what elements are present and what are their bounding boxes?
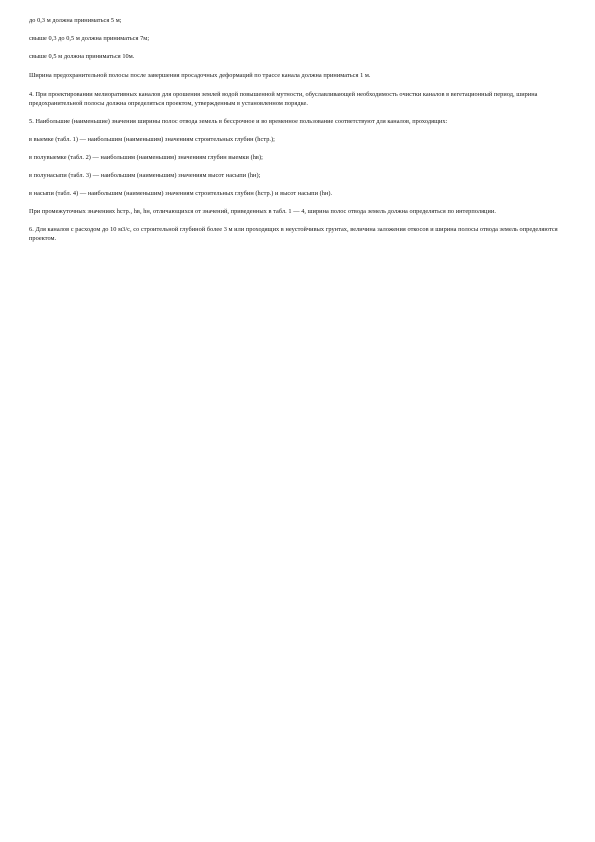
paragraph-item-4: 4. При проектировании мелиоративных каналов для орошения землей водой повышенной мутности, обуславливающей необходимость очистки каналов в вегетационный период, ширина предохранительной полосы должна определяться проектом, утвержденным в установленном порядке. [29,91,538,107]
paragraph-width-up-to-0-3: до 0,3 м должна приниматься 5 м; [29,17,122,24]
paragraph-semi-excavation: в полувыемке (табл. 2) — наибольшим (наименьшим) значениям глубин выемки (hв); [29,154,263,161]
paragraph-excavation: в выемке (табл. 1) — наибольшим (наименьшим) значениям строительных глубин (hстр.); [29,136,275,143]
paragraph-safety-strip-width: Ширина предохранительной полосы после завершения просадочных деформаций по трассе канала должна приниматься 1 м. [29,72,371,79]
paragraph-embankment: в насыпи (табл. 4) — наибольшим (наименьшим) значениям строительных глубин (hстр.) и высот насыпи (hн). [29,190,333,197]
paragraph-interpolation: При промежуточных значениях hстр., hв, hн, отличающихся от значений, приведенных в табл. 1 — 4, ширина полос отвода земель должна определяться по интерполяции. [29,208,496,215]
paragraph-semi-embankment: в полунасыпи (табл. 3) — наибольшим (наименьшим) значениям высот насыпи (hн); [29,172,261,179]
paragraph-width-over-0-5: свыше 0,5 м должна приниматься 10м. [29,53,135,60]
paragraph-item-6: 6. Для каналов с расходом до 10 м3/с, со строительной глубиной более 3 м или проходящих в неустойчивых грунтах, величина заложения откосов и ширина полосы отвода земель определяются проектом. [29,226,558,242]
paragraph-item-5: 5. Наибольшие (наименьшие) значения ширины полос отвода земель в бессрочное и во временное пользование соответствуют для каналов, проходящих: [29,118,448,125]
paragraph-width-0-3-to-0-5: свыше 0,3 до 0,5 м должна приниматься 7м; [29,35,150,42]
